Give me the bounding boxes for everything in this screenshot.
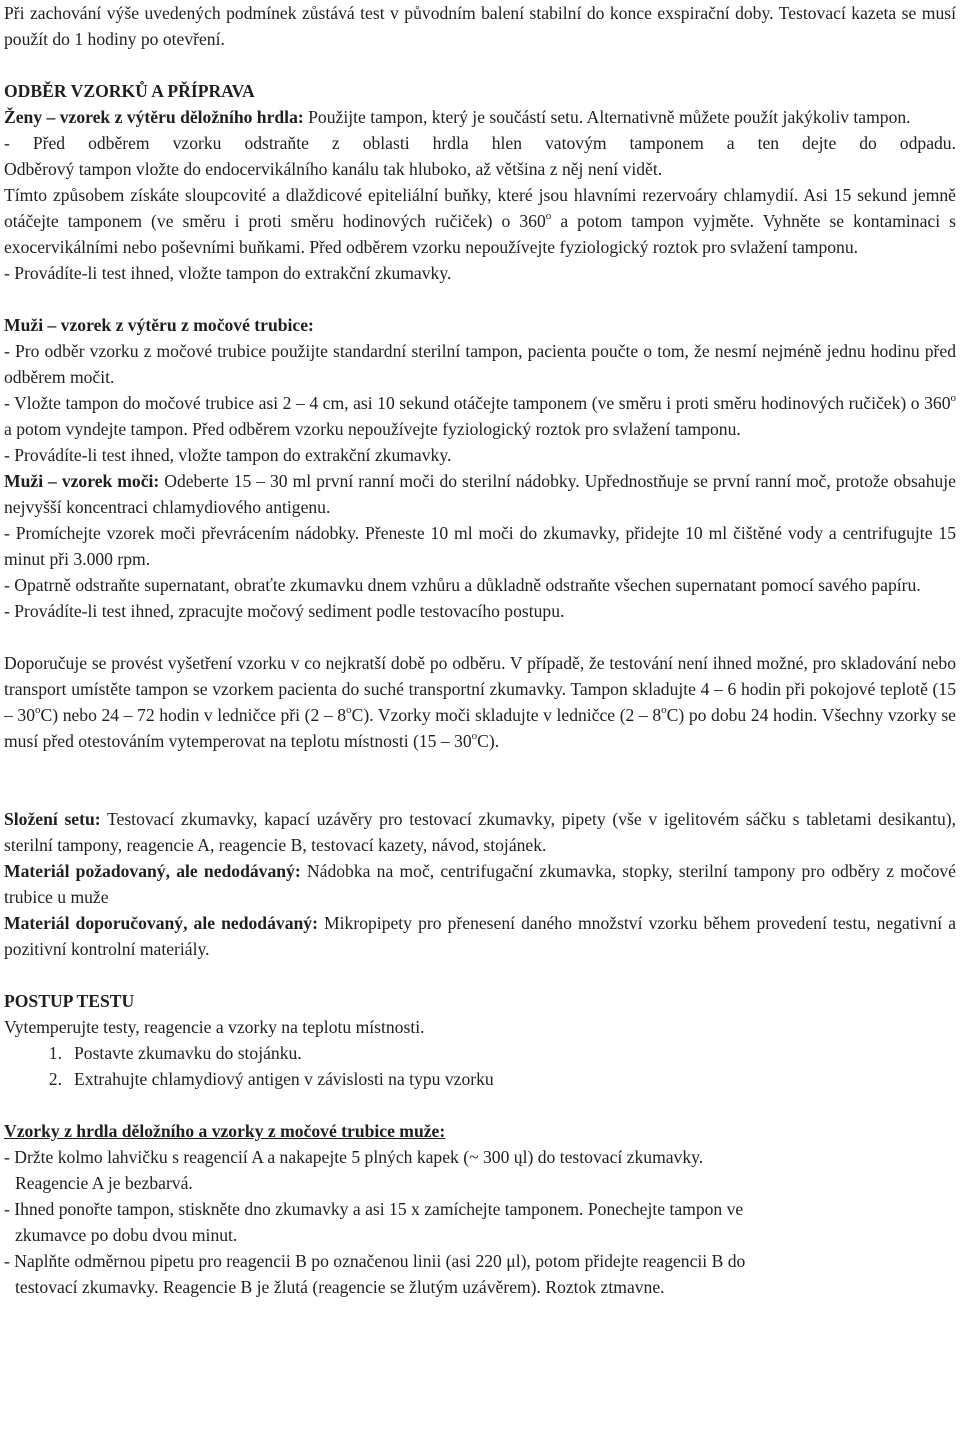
cervical-urethral-heading: Vzorky z hrdla děložního a vzorky z močové trubice muže: (4, 1121, 446, 1141)
kit-contents-paragraph: Složení setu: Testovací zkumavky, kapací uzávěry pro testovací zkumavky, pipety (vše v igelitovém sáčku s tabletami desikantu), sterilní tampony, reagencie A, reagencie B, testovací kazety, návod, stojánek. (4, 809, 956, 855)
required-material-paragraph: Materiál požadovaný, ale nedodávaný: Nádobka na moč, centrifugační zkumavka, stopky, sterilní tampony pro odběry z močové trubice u muže (4, 861, 956, 907)
storage-paragraph: Doporučuje se provést vyšetření vzorku v co nejkratší době po odběru. V případě, že testování není ihned možné, pro skladování nebo transport umístěte tampon se vzorkem pacienta do suché transportní zkumavky. Tampon skladujte 4 – 6 hodin při pokojové teplotě (15 – 30$^o$C) nebo 24 – 72 hodin v ledničce při (2 – 8$^o$C). Vzorky moči skladujte v ledničce (2 – 8$^o$C) po dobu 24 hodin. Všechny vzorky se musí před otestováním vytemperovat na teplotu místnosti (15 – 30$^o$C). (4, 653, 956, 751)
urine-step-1: - Promíchejte vzorek moči převrácením nádobky. Přeneste 10 ml moči do zkumavky, přidejte 10 ml čištěné vody a centrifugujte 15 minut při 3.000 rpm. (4, 523, 956, 569)
required-label: Materiál požadovaný, ale nedodávaný: (4, 861, 301, 881)
procedure-steps (4, 1040, 956, 1092)
men-swab-heading: Muži – vzorek z výtěru z močové trubice: (4, 315, 314, 335)
reagent-b-step-cont: testovací zkumavky. Reagencie B je žlutá (reagencie se žlutým uzávěrem). Roztok ztmavne. (15, 1277, 665, 1297)
men-step-3: - Provádíte-li test ihned, vložte tampon do extrakční zkumavky. (4, 445, 452, 465)
procedure-heading: POSTUP TESTU (4, 991, 135, 1011)
women-step-1: - Před odběrem vzorku odstraňte z oblasti hrdla hlen vatovým tamponem a ten dejte do odpadu. (4, 133, 956, 153)
reagent-b-step: - Naplňte odměrnou pipetu pro reagencii B po označenou linii (asi 220 μl), potom přidejte reagencii B do (4, 1251, 746, 1271)
recommended-material-paragraph: Materiál doporučovaný, ale nedodávaný: Mikropipety pro přenesení daného množství vzorku během provedení testu, negativní a pozitivní kontrolní materiály. (4, 913, 957, 959)
reagent-a-step: - Držte kolmo lahvičku s reagencií A a nakapejte 5 plných kapek (~ 300 ųl) do testovací zkumavky. (4, 1147, 704, 1167)
women-label: Ženy – vzorek z výtěru děložního hrdla: (4, 107, 304, 127)
men-urine-label: Muži – vzorek moči: (4, 471, 160, 491)
men-step-2: - Vložte tampon do močové trubice asi 2 – 4 cm, asi 10 sekund otáčejte tamponem (ve směru i proti směru hodinových ručiček) o 360$^o$ a potom vyndejte tampon. Před odběrem vzorku nepoužívejte fyziologický roztok pro svlažení tamponu. (4, 392, 956, 439)
swab-mix-step: - Ihned ponořte tampon, stiskněte dno zkumavky a asi 15 x zamíchejte tamponem. Ponechejte tampon ve (4, 1199, 744, 1219)
list-item: 2. Extrahujte chlamydiový antigen v závislosti na typu vzorku (48, 1069, 494, 1089)
kit-label: Složení setu: (4, 809, 101, 829)
procedure-intro: Vytemperujte testy, reagencie a vzorky na teplotu místnosti. (4, 1017, 425, 1037)
urine-step-2: - Opatrně odstraňte supernatant, obraťte zkumavku dnem vzhůru a důkladně odstraňte všechen supernatant pomocí savého papíru. (4, 575, 921, 595)
women-step-4: - Provádíte-li test ihned, vložte tampon do extrakční zkumavky. (4, 263, 452, 283)
stability-paragraph: Při zachování výše uvedených podmínek zůstává test v původním balení stabilní do konce exspirační doby. Testovací kazeta se musí použít do 1 hodiny po otevření. (4, 3, 956, 49)
reagent-a-note: Reagencie A je bezbarvá. (15, 1173, 193, 1193)
urine-step-3: - Provádíte-li test ihned, zpracujte močový sediment podle testovacího postupu. (4, 601, 565, 621)
section-heading-sampling: ODBĚR VZORKŮ A PŘÍPRAVA (4, 81, 255, 101)
swab-mix-step-cont: zkumavce po dobu dvou minut. (15, 1225, 238, 1245)
recommended-label: Materiál doporučovaný, ale nedodávaný: (4, 913, 318, 933)
women-step-2: Odběrový tampon vložte do endocervikálního kanálu tak hluboko, až většina z něj není vidět. (4, 159, 663, 179)
women-step-3: Tímto způsobem získáte sloupcovité a dlaždicové epiteliální buňky, které jsou hlavními rezervoáry chlamydií. Asi 15 sekund jemně otáčejte tamponem (ve směru i proti směru hodinových ručiček) o 360$^o$ a potom tampon vyjměte. Vyhněte se kontaminaci s exocervikálními nebo poševními buňkami. Před odběrem vzorku nepoužívejte fyziologický roztok pro svlažení tamponu. (4, 185, 956, 257)
men-step-1: - Pro odběr vzorku z močové trubice použijte standardní sterilní tampon, pacienta poučte o tom, že nesmí nejméně jednu hodinu před odběrem močit. (4, 341, 956, 387)
men-urine-paragraph: Muži – vzorek moči: Odeberte 15 – 30 ml první ranní moči do sterilní nádobky. Upřednostňuje se první ranní moč, protože obsahuje nejvyšší koncentraci chlamydiového antigenu. (4, 471, 956, 517)
list-item: 1. Postavte zkumavku do stojánku. (48, 1043, 302, 1063)
women-sample-paragraph: Ženy – vzorek z výtěru děložního hrdla: Použijte tampon, který je součástí setu. Alternativně můžete použít jakýkoliv tampon. (4, 107, 911, 127)
